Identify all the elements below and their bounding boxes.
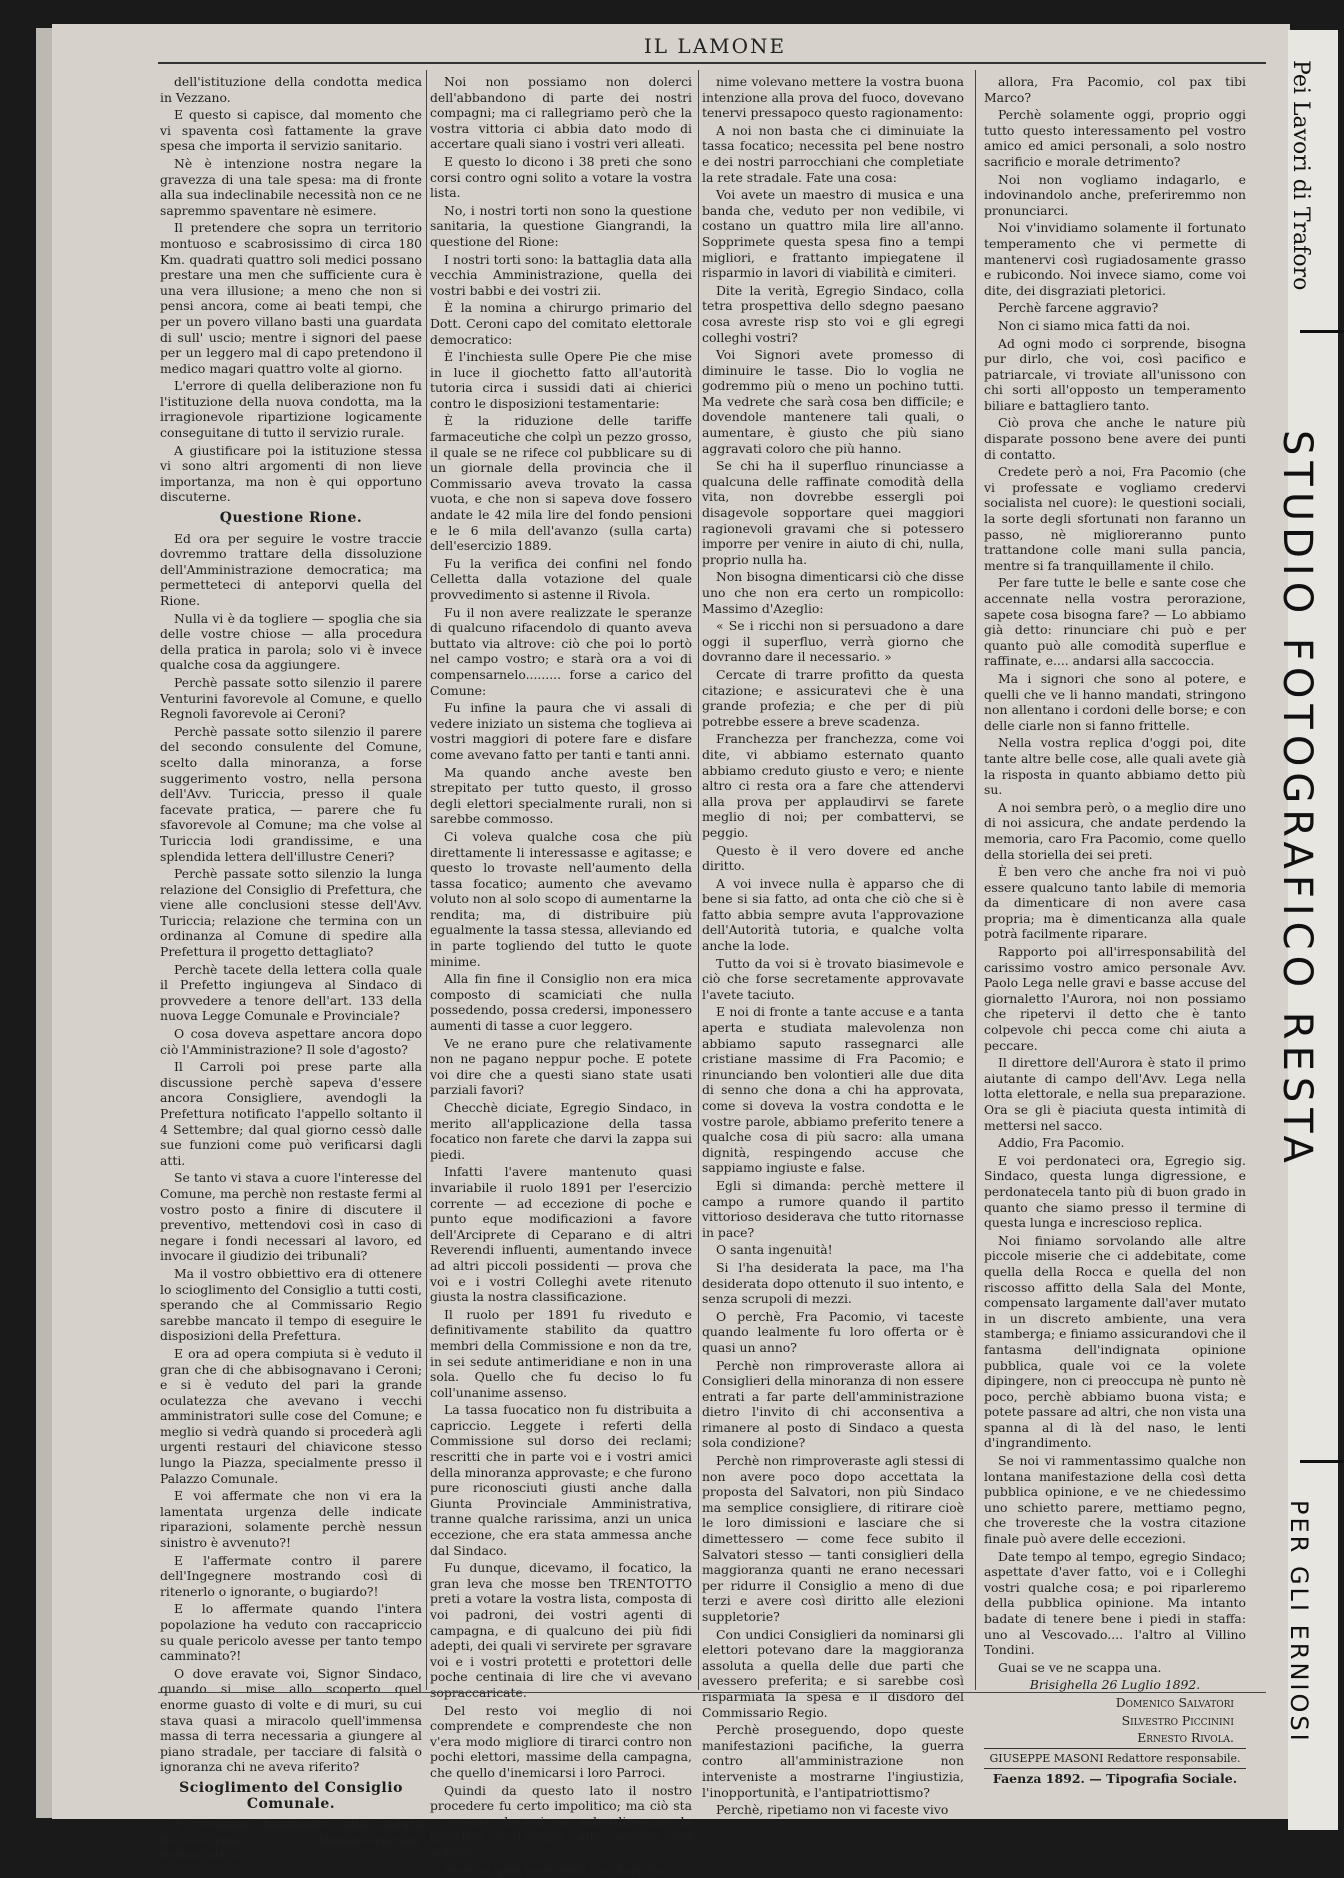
paragraph: Ma i signori che sono al potere, e quelli che ve li hanno mandati, stringono non allentano i cordoni delle borse; e con delle ciarle non si fanno frittelle. (984, 671, 1246, 733)
paragraph: Noi non vogliamo indagarlo, e indovinandolo anche, preferiremmo non pronunciarci. (984, 172, 1246, 219)
paragraph: Fu infine la paura che vi assali di vedere iniziato un sistema che toglieva ai vostri maggiori di potere fare e disfare come avevano fatto per tanti e tanti anni. (430, 700, 692, 762)
paragraph: Quindi da questo lato il nostro procedere fu certo impolitico; ma ciò sta a provare che noi non subordinevamo la giustizia e l'equità alla smania del potere. (430, 1783, 692, 1861)
paragraph: E l'affermate contro il parere dell'Ingegnere mostrando così di ritenerlo o ignorante, o bugiardo?! (160, 1553, 422, 1600)
paragraph: Fu dunque, dicevamo, il focatico, la gran leva che mosse ben TRENTOTTO preti a votare la vostra lista, composta di voi padroni, dei vostri agenti di campagna, e di qualcuno dei più fidi adepti, dei quali vi servirete per sgravare voi e i vostri protetti e protettori delle poche centinaia di lire che vi avevano sopraccaricate. (430, 1560, 692, 1700)
paragraph: O perchè, Fra Pacomio, vi taceste quando lealmente fu loro offerta or è quasi un anno? (702, 1309, 964, 1356)
paragraph: Rapporto poi all'irresponsabilità del carissimo vostro amico personale Avv. Paolo Lega nelle gravi e basse accuse del giornaletto l'Aurora, noi non possiamo che ripetervi il detto che è tanto colpevole chi pecca come chi aiuta a peccare. (984, 944, 1246, 1053)
header-rule (158, 62, 1266, 64)
paragraph: Checchè diciate, Egregio Sindaco, in merito all'applicazione della tassa focatico non farete che darvi la zappa sui piedi. (430, 1100, 692, 1162)
paragraph: O cosa doveva aspettare ancora dopo ciò l'Amministrazione? Il sole d'agosto? (160, 1026, 422, 1057)
paragraph: allora, Fra Pacomio, col pax tibi Marco? (984, 74, 1246, 105)
signature: Silvestro Piccinini (984, 1713, 1246, 1729)
signature: Domenico Salvatori (984, 1695, 1246, 1711)
paragraph: « Se i ricchi non si persuadono a dare oggi il superfluo, verrà giorno che dovranno dare il necessario. » (702, 618, 964, 665)
paragraph: Addio, Fra Pacomio. (984, 1135, 1246, 1151)
paragraph: Credete però a noi, Fra Pacomio (che vi professate e vogliamo credervi socialista nel cuore): le questioni sociali, la sorte degli sfortunati non faranno un passo, nè miglioreranno punto trattandone colle mani sulla pancia, mentre si fa tranquillamente il chilo. (984, 464, 1246, 573)
paragraph: A noi non basta che ci diminuiate la tassa focatico; necessita pel bene nostro e dei nostri parrocchiani che completiate la rete stradale. Fate una cosa: (702, 123, 964, 185)
paragraph: A voi invece nulla è apparso che di bene si sia fatto, ad onta che ciò che si è fatto abbia sempre avuta l'approvazione dell'Autorità tutoria, e qualche volta anche la lode. (702, 876, 964, 954)
paragraph: A giustificare poi la istituzione stessa vi sono altri argomenti di non lieve importanza, ma non è qui opportuno discuterne. (160, 443, 422, 505)
paragraph: È la riduzione delle tariffe farmaceutiche che colpì un pezzo grosso, il quale se ne rifece col pubblicare su di un giornale della provincia che il Commissario aveva trovato la cassa vuota, e che non si sapeva dove fossero andate le 42 mila lire del fondo pensioni e le 6 mila dell'avanzo (sulla carta) dell'esercizio 1889. (430, 413, 692, 553)
column-3 (702, 74, 964, 1690)
paragraph: Ad ogni modo ci sorprende, bisogna pur dirlo, che voi, così pacifico e patriarcale, vi troviate all'unissono con chi sorti all'opposto un temperamento biliare e battagliero tanto. (984, 336, 1246, 414)
paragraph: Perchè passate sotto silenzio la lunga relazione del Consiglio di Prefettura, che viene alle conclusioni stesse dell'Avv. Turiccia; relazione che termina con un ordinanza al Comune di spedire alla Prefettura il progetto dettagliato? (160, 866, 422, 960)
dateline: Brisighella 26 Luglio 1892. (984, 1677, 1246, 1693)
paragraph: Non ci siamo mica fatti da noi. (984, 318, 1246, 334)
paragraph: Perchè solamente oggi, proprio oggi tutto questo interessamento pel vostro amico ed amici personali, a solo nostro sacrificio e morale detrimento? (984, 107, 1246, 169)
paragraph: Perchè farcene aggravio? (984, 300, 1246, 316)
paragraph: E questo lo dicono i 38 preti che sono corsi contro ogni solito a votare la vostra lista. (430, 154, 692, 201)
paragraph: Il ruolo per 1891 fu riveduto e definitivamente stabilito da quattro membri della Commissione e non da tre, in sei sedute antimeridiane e non in una sola. Quello che fu deciso lo fu coll'unanime assenso. (430, 1307, 692, 1401)
signature: Ernesto Rivola. (984, 1730, 1246, 1746)
paragraph: No, i nostri torti non sono la questione sanitaria, la questione Giangrandi, la questione del Rione: (430, 203, 692, 250)
ad-erniosi: PER GLI ERNIOSI (1285, 1500, 1313, 1744)
paragraph: Franchezza per franchezza, come voi dite, vi abbiamo esternato quanto abbiamo creduto giusto e vero; e niente altro ci resta ora a fare che attendervi alla prova per applaudirvi se farete meglio di noi; per combattervi, se peggio. (702, 731, 964, 840)
paragraph: Ma quando anche aveste ben strepitato per tutto questo, il grosso degli elettori specialmente rurali, non si sarebbe commosso. (430, 765, 692, 827)
paragraph: Per fare tutte le belle e sante cose che accennate nella vostra perorazione, sapete cosa bisogna fare? — Lo abbiamo già detto: rinunciare chi può e per quanto può alle comodità superflue e raffinate, e.... andarsi alla saccoccia. (984, 575, 1246, 669)
footer-rule (158, 1692, 1266, 1693)
paragraph: Però se quei reverendi curatori d'a- (430, 1863, 692, 1878)
paragraph: Ma il vostro obbiettivo era di ottenere lo scioglimento del Consiglio a tutti costi, sperando che al Commissario Regio sarebbe mancato il tempo di eseguire le disposizioni della Prefettura. (160, 1266, 422, 1344)
paragraph: Si l'ha desiderata la pace, ma l'ha desiderata dopo ottenuto il suo intento, e senza scrupoli di mezzi. (702, 1260, 964, 1307)
paragraph: La tassa fuocatico non fu distribuita a capriccio. Leggete i referti della Commissione sul dorso dei reclami; rescritti che in parte voi e i vostri amici della minoranza approvaste; e che furono pure riconosciuti giusti anche dalla Giunta Provinciale Amministrativa, tranne qualche rarissima, anzi un unica eccezione, che era stata ammessa anche dal Sindaco. (430, 1402, 692, 1558)
editor-line: GIUSEPPE MASONI Redattore responsabile. (984, 1748, 1246, 1770)
paragraph: O santa ingenuità! (702, 1242, 964, 1258)
paragraph: Guai se ve ne scappa una. (984, 1660, 1246, 1676)
column-divider (975, 70, 976, 1690)
paragraph: Date tempo al tempo, egregio Sindaco; aspettate d'aver fatto, voi e i Colleghi vostri qualche cosa; e poi riparleremo della pubblica opinione. Ma intanto badate di tenere bene i piedi in staffa: uno al Vescovado.... l'altro al Villino Tondini. (984, 1549, 1246, 1658)
paragraph: Tutto da voi si è trovato biasimevole e ciò che forse secretamente approvavate l'avete taciuto. (702, 956, 964, 1003)
paragraph: Egli si dimanda: perchè mettere il campo a rumore quando il partito vittorioso desiderava che tutto ritornasse in pace? (702, 1178, 964, 1240)
paragraph: Il pretendere che sopra un territorio montuoso e scabrosissimo di circa 180 Km. quadrati quattro soli medici possano prestare una men che sufficiente cura è una vera illusione; a meno che non si pensi ancora, come ai beati tempi, che per un povero villano basti una guardata di sull' uscio; mentre i signori del paese per un leggero mal di capo pretendono il medico magari quattro volte al giorno. (160, 220, 422, 376)
paragraph: Nulla vi è da togliere — spoglia che sia delle vostre chiose — alla procedura della pratica in parola; solo vi è invece qualche cosa da aggiungere. (160, 611, 422, 673)
paragraph: Perchè non rimproveraste agli stessi di non avere poco dopo accettata la proposta del Salvatori, non più Sindaco ma semplice consigliere, di ritirare cioè le loro dimissioni e lasciare che si dimettessero — come fece subito il Salvatori stesso — tanti consiglieri della maggioranza quanti ne erano necessari per ridurre il Consiglio a meno di due terzi e avere così diritto alle elezioni suppletorie? (702, 1453, 964, 1625)
paragraph: È ben vero che anche fra noi vi può essere qualcuno tanto labile di memoria da dimenticare di non avere casa propria; ma è dimenticanza alla quale potrà facilmente riparare. (984, 864, 1246, 942)
paragraph: Ciò prova che anche le nature più disparate possono bene avere dei punti di contatto. (984, 415, 1246, 462)
column-divider (698, 70, 699, 1690)
paragraph: Cercate di trarre profitto da questa citazione; e assicuratevi che è una grande profezia; e che per di più potrebbe essere a breve scadenza. (702, 667, 964, 729)
paragraph: Dite la verità, Egregio Sindaco, colla tetra prospettiva dello sdegno paesano cosa avreste risp sto voi e gli egregi colleghi vostri? (702, 283, 964, 345)
column-divider (426, 70, 427, 1690)
paragraph: Non bisogna dimenticarsi ciò che disse uno che non era certo un rompicollo: Massimo d'Azeglio: (702, 569, 964, 616)
paragraph: Alla fin fine il Consiglio non era mica composto di scamiciati che nulla possedendo, possa credersi, imponessero aumenti di tasse a cuor leggero. (430, 971, 692, 1033)
paragraph: Perchè non rimproveraste allora ai Consiglieri della minoranza di non essere entrati a far parte dell'amministrazione dietro l'invito di chi acconsentiva a rimanere al posto di Sindaco a questa sola condizione? (702, 1358, 964, 1452)
paragraph: Voi avete un maestro di musica e una banda che, veduto per non vedibile, vi costano un quattro mila lire all'anno. Sopprimete questa spesa fino a tempi migliori, e frattanto impiegatene il risparmio in lavori di viabilità e cimiteri. (702, 187, 964, 281)
ad-traforo: Pei Lavori di Traforo (1288, 60, 1313, 290)
section-heading: Scioglimento del Consiglio Comunale. (160, 1781, 422, 1812)
paragraph: Noi v'invidiamo solamente il fortunato temperamento che vi permette di mantenervi così rugiadosamente grasso e rubicondo. Noi invece siamo, come voi dite, dei disgraziati pletorici. (984, 220, 1246, 298)
paragraph: Il direttore dell'Aurora è stato il primo aiutante di campo dell'Avv. Lega nella lotta elettorale, e nella sua preparazione. Ora se gli è piaciuta questa intimità di mettersi nel sacco. (984, 1055, 1246, 1133)
paragraph: Se tanto vi stava a cuore l'interesse del Comune, ma perchè non restaste fermi al vostro posto a finire di discutere il preventivo, mettendovi così in caso di negare i fondi necessari al lavoro, ed invocare il giudizio dei tribunali? (160, 1170, 422, 1264)
masthead: IL LAMONE (160, 34, 1270, 58)
paragraph: E noi di fronte a tante accuse e a tanta aperta e studiata malevolenza non abbiamo saputo rassegnarci alle cristiane massime di Fra Pacomio; e rinunciando ben volontieri alle due dita di senno che dona a chi ha approvata, come si doveva la vostra condotta e le vostre parole, abbiamo preferito tenere a qualche cosa di più sacro: alla umana dignità, respingendo accuse che sappiamo ingiuste e false. (702, 1004, 964, 1176)
paragraph: E voi perdonateci ora, Egregio sig. Sindaco, questa lunga digressione, e perdonatecela tanto più di buon grado in quanto che siamo presso il termine di questa lunga e increscioso replica. (984, 1153, 1246, 1231)
paragraph: Perchè, ripetiamo non vi faceste vivo (702, 1802, 964, 1818)
paragraph: E veniamo finalmente alla caduta dell'esecrata Amministrazione democratica. (160, 1816, 422, 1863)
section-heading: Questione Rione. (160, 511, 422, 527)
paragraph: nime volevano mettere la vostra buona intenzione alla prova del fuoco, dovevano tenervi pressapoco questo ragionamento: (702, 74, 964, 121)
paragraph: Nè è intenzione nostra negare la gravezza di una tale spesa: ma di fronte alla sua indeclinabile necessità non ce ne sapremmo spaventare nè esimere. (160, 156, 422, 218)
paragraph: Perchè tacete della lettera colla quale il Prefetto ingiungeva al Sindaco di provvedere a tenore dell'art. 133 della nuova Legge Comunale e Provinciale? (160, 962, 422, 1024)
paragraph: E ora ad opera compiuta si è veduto il gran che di che abbisognavano i Ceroni; e si è veduto del pari la grande oculatezza che avevano i vecchi amministratori sulle cose del Comune; e meglio si vedrà quando si procederà agli urgenti restauri del chiavicone stesso lungo la Piazza, specialmente presso il Palazzo Comunale. (160, 1346, 422, 1486)
paragraph: I nostri torti sono: la battaglia data alla vecchia Amministrazione, quella dei vostri babbi e dei vostri zii. (430, 252, 692, 299)
paragraph: Questo è il vero dovere ed anche diritto. (702, 843, 964, 874)
ad-divider (1300, 1460, 1344, 1463)
paragraph: Ve ne erano pure che relativamente non ne pagano neppur poche. E potete voi dire che a questi siano state usati parziali favori? (430, 1036, 692, 1098)
ad-studio-fotografico: STUDIO FOTOGRAFICO RESTA (1274, 430, 1320, 1169)
paragraph: Noi non possiamo non dolerci dell'abbandono di parte dei nostri compagni; ma ci rallegriamo però che la vostra vittoria ci abbia dato modo di accertare quali siano i vostri veri alleati. (430, 74, 692, 152)
paragraph: Perchè proseguendo, dopo queste manifestazioni pacifiche, la guerra contro all'amministrazione non interveniste a mostrarne l'ingiustizia, l'inopportunità, e l'antipatriottismo? (702, 1722, 964, 1800)
paragraph: A noi sembra però, o a meglio dire uno di noi assicura, che andate perdendo la memoria, caro Fra Pacomio, come quello della storiella dei sei preti. (984, 800, 1246, 862)
printer-line: Faenza 1892. — Tipografia Sociale. (984, 1771, 1246, 1787)
paragraph: Del resto voi meglio di noi comprendete e comprendeste che non v'era modo migliore di tirarci contro non pochi elettori, massime della campagna, che quello d'inemicarsi i loro Parroci. (430, 1703, 692, 1781)
column-2 (430, 74, 692, 1690)
paragraph: Noi finiamo sorvolando alle altre piccole miserie che ci addebitate, come quella della Rocca e quella del non riscosso affitto della Sala del Monte, compensato largamente dall'aver mutato in un discreto ambiente, una vera stamberga; e finiamo assicurandovi che il fantasma dell'indignata opinione pubblica, quale voi ce la volete dipingere, non ci preoccupa nè punto nè poco, perchè abbiamo buona vista; e potete passare ad altri, che non vista una spanna al di là del naso, le lenti d'ingrandimento. (984, 1233, 1246, 1451)
paragraph: Se noi vi rammentassimo qualche non lontana manifestazione della così detta pubblica opinione, e ve ne chiedessimo uno schietto parere, mettiamo pegno, che trovereste che la vostra citazione finale può avere delle eccezioni. (984, 1453, 1246, 1547)
paragraph: Fu la verifica dei confini nel fondo Celletta dalla votazione del quale provvedimento si astenne il Rivola. (430, 556, 692, 603)
ad-divider (1300, 330, 1344, 333)
column-4 (984, 74, 1246, 1690)
paragraph: Con undici Consiglieri da nominarsi gli elettori potevano dare la maggioranza assoluta a quella delle due parti che avessero preferita; e si sarebbe così risparmiata la spesa e il disdoro del Commissario Regio. (702, 1627, 964, 1721)
paragraph: Ci voleva qualche cosa che più direttamente li interessasse e agitasse; e questo lo trovaste nell'aumento della tassa focatico; aumento che avevamo voluto non al solo scopo di aumentarne la rendita; ma, di distribuire più egualmente la tassa stessa, alleviando ed in parte togliendo del tutto le quote minime. (430, 829, 692, 969)
paragraph: Fu il non avere realizzate le speranze di qualcuno rifacendolo di quanto aveva buttato via altrove: ciò che poi lo portò nel campo vostro; e starà ora a voi di compensarnelo......... forse a carico del Comune: (430, 605, 692, 699)
paragraph: O dove eravate voi, Signor Sindaco, quando si mise allo scoperto quel enorme guasto di volte e di muri, su cui stava quasi a miracolo quell'immensa massa di terra necessaria a giungere al piano stradale, per tacciare di falsità o ignoranza chi ne aveva riferito? (160, 1666, 422, 1775)
paragraph: E lo affermate quando l'intera popolazione ha veduto con raccapriccio su quale pericolo avesse per tanto tempo camminato?! (160, 1601, 422, 1663)
paragraph: È l'inchiesta sulle Opere Pie che mise in luce il giochetto fatto all'autorità tutoria circa i sussidi dati ai chierici contro le disposizioni testamentarie: (430, 349, 692, 411)
paragraph: E questo si capisce, dal momento che vi spaventa così fattamente la grave spesa che importa il servizio sanitario. (160, 107, 422, 154)
paragraph: Perchè passate sotto silenzio il parere del secondo consulente del Comune, scelto dalla minoranza, a forse suggerimento vostro, nella persona dell'Avv. Turiccia, presso il quale facevate pratica, — parere che fu sfavorevole al Comune; ma che volse al Turiccia lodi grandissime, e una splendida lettera dell'illustre Ceneri? (160, 724, 422, 864)
paragraph: L'errore di quella deliberazione non fu l'istituzione della nuova condotta, ma la irragionevole ripartizione logicamente conseguitane di tutto il servizio rurale. (160, 378, 422, 440)
paragraph: dell'istituzione della condotta medica in Vezzano. (160, 74, 422, 105)
paragraph: Perchè passate sotto silenzio il parere Venturini favorevole al Comune, e quello Regnoli favorevole ai Ceroni? (160, 675, 422, 722)
paragraph: È la nomina a chirurgo primario del Dott. Ceroni capo del comitato elettorale democratico: (430, 300, 692, 347)
paragraph: Se chi ha il superfluo rinunciasse a qualcuna delle raffinate comodità della vita, non dovrebbe essergli poi disagevole sopportare quei maggiori ragionevoli gravami che si potessero imporre per venire in aiuto di chi, nulla, proprio nulla ha. (702, 458, 964, 567)
column-1 (160, 74, 422, 1690)
paragraph: Voi Signori avete promesso di diminuire le tasse. Dio lo voglia ne godremmo più o meno un pochino tutti. Ma vedrete che sarà cosa ben difficile; e dovendole mantenere tali quali, o aumentare, è giusto che più siano aggravati coloro che più hanno. (702, 347, 964, 456)
paragraph: E voi affermate che non vi era la lamentata urgenza delle indicate riparazioni, solamente perchè nessun sinistro è avvenuto?! (160, 1488, 422, 1550)
paragraph: Infatti l'avere mantenuto quasi invariabile il ruolo 1891 per l'esercizio corrente — ad eccezione di poche e punto eque modificazioni a favore dell'Arciprete di Ceparano e di altri Reverendi influenti, aumentando invece ad altri piccoli possidenti — prova che voi e i vostri Colleghi avete ritenuto giusta la nostra classificazione. (430, 1164, 692, 1304)
paragraph: Il Carroli poi prese parte alla discussione perchè sapeva d'essere ancora Consigliere, avendogli la Prefettura notificato l'appello soltanto il 4 Settembre; dal qual giorno cessò dalle sue funzioni come può verificarsi dagli atti. (160, 1059, 422, 1168)
paragraph: Nella vostra replica d'oggi poi, dite tante altre belle cose, alle quali avete già la risposta in quanto abbiamo detto più su. (984, 735, 1246, 797)
paragraph: Ed ora per seguire le vostre traccie dovremmo trattare della dissoluzione dell'Amministrazione democratica; ma permetteteci di anteporvi quella del Rione. (160, 531, 422, 609)
